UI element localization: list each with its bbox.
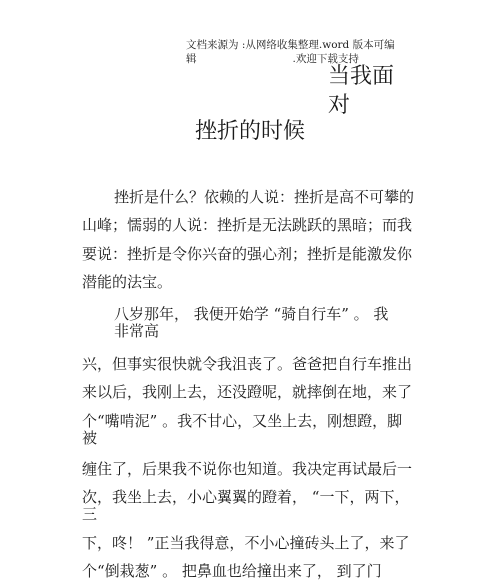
paragraph-line: 被 bbox=[82, 428, 98, 447]
page-title: 挫折的时候 bbox=[194, 119, 305, 144]
paragraph-line: 挫折是什么？依赖的人说：挫折是高不可攀的 bbox=[114, 188, 415, 206]
paragraph-line: 次，我坐上去，小心翼翼的蹬着， “一下，两下， bbox=[82, 488, 410, 507]
paragraph-line: 下，咚！ ”正当我得意，不小心撞砖头上了，来了 bbox=[82, 534, 410, 553]
source-note-text-2: 辑 bbox=[186, 53, 197, 65]
paragraph-line: 要说：挫折是令你兴奋的强心剂；挫折是能激发你 bbox=[82, 244, 413, 263]
paragraph-line: 来以后，我刚上去，还没蹬呢，就摔倒在地，来了 bbox=[82, 383, 413, 402]
paragraph-line: 山峰；懦弱的人说：挫折是无法跳跃的黑暗；而我 bbox=[82, 216, 413, 235]
source-note-text-1: 文档来源为 :从网络收集整理.word 版本可编 bbox=[186, 39, 395, 51]
side-title bbox=[328, 62, 394, 120]
paragraph-line: 个“倒栽葱” 。 把鼻血也给撞出来了， 到了门 bbox=[82, 562, 382, 581]
paragraph-line: 三 bbox=[82, 505, 98, 524]
side-title-line: 当我面 bbox=[328, 64, 395, 89]
side-title-line: 对 bbox=[328, 93, 351, 118]
paragraph-line: 八岁那年， 我便开始学 “骑自行车” 。 我 bbox=[114, 305, 389, 324]
paragraph-line: 缠住了，后果我不说你也知道。我决定再试最后一 bbox=[82, 459, 413, 478]
article-body bbox=[82, 183, 415, 586]
source-note-line-1 bbox=[186, 38, 395, 52]
paragraph-line: 个“嘴啃泥” 。我不甘心，又坐上去，刚想蹬，脚 bbox=[82, 411, 403, 430]
paragraph-line: 潜能的法宝。 bbox=[82, 272, 173, 291]
paragraph-line: 兴，但事实很快就令我沮丧了。爸爸把自行车推出 bbox=[82, 355, 413, 374]
paragraph-line: 非常高 bbox=[114, 322, 160, 341]
source-note-text-3: .欢迎下载支持 bbox=[292, 53, 359, 65]
